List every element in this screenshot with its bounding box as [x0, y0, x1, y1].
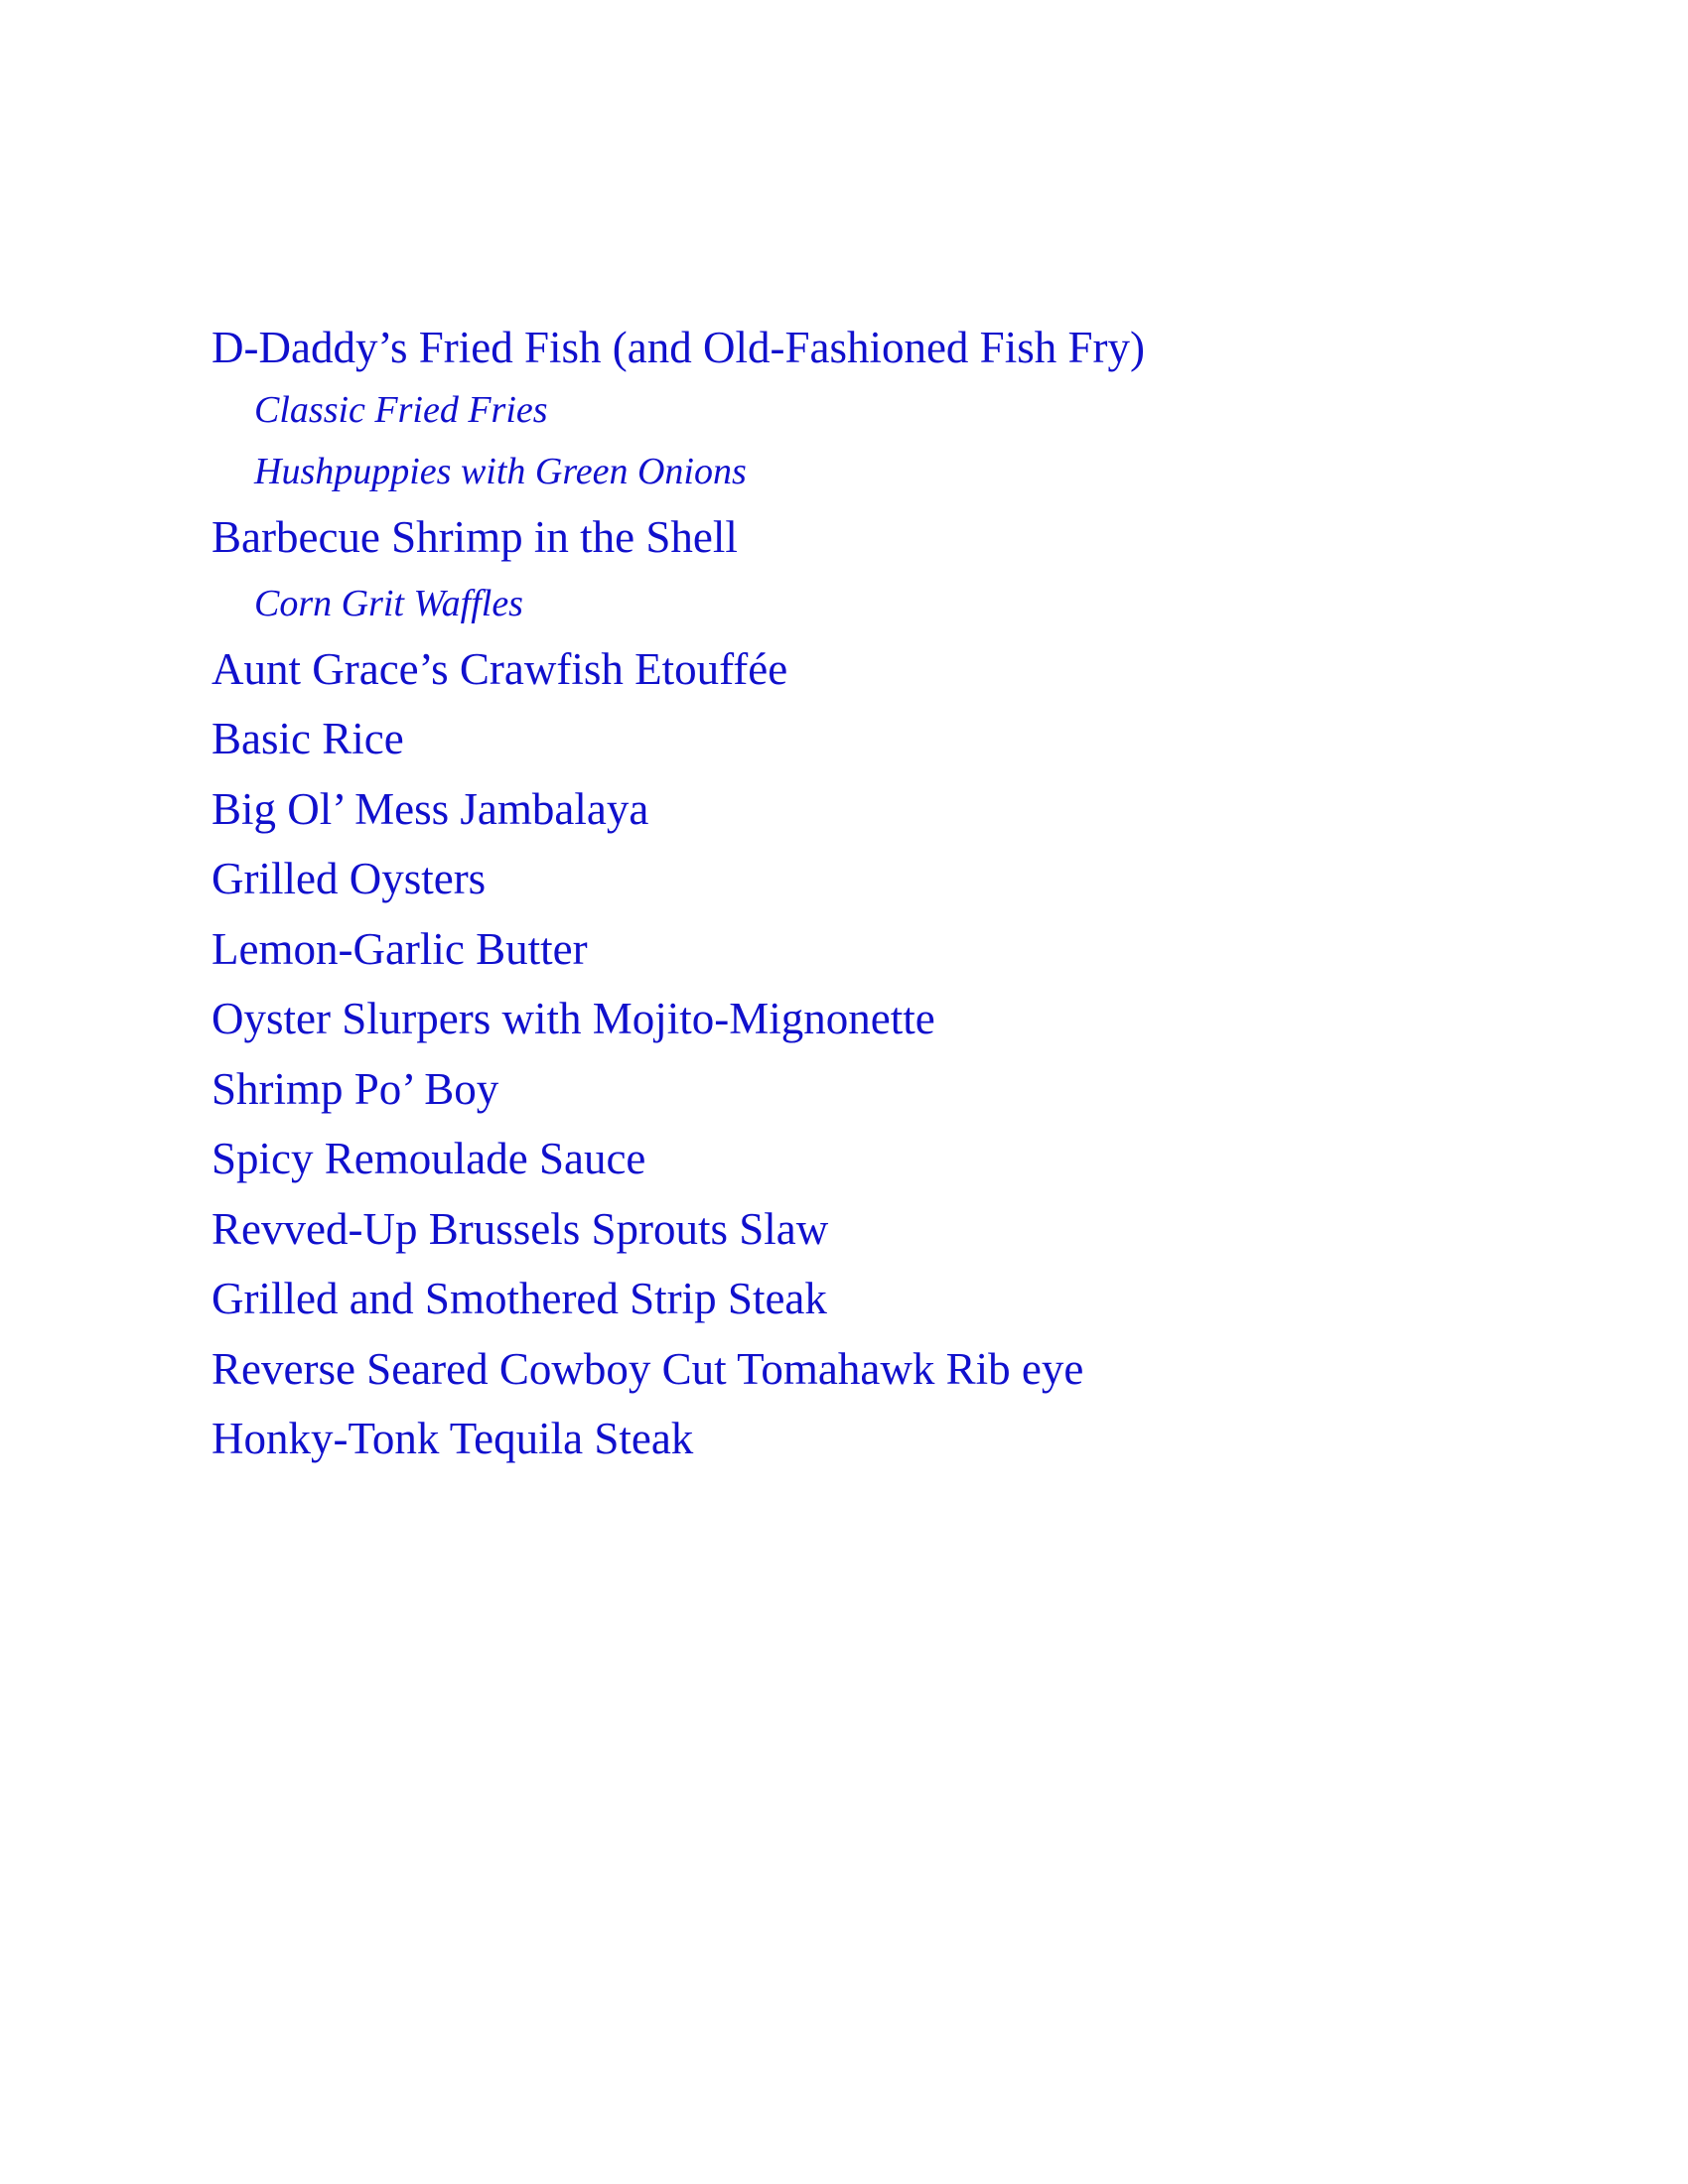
toc-link-lemon-garlic-butter[interactable]: Lemon-Garlic Butter	[211, 923, 588, 974]
toc-link-tequila-steak[interactable]: Honky-Tonk Tequila Steak	[211, 1414, 694, 1463]
toc-link-jambalaya[interactable]: Big Ol’ Mess Jambalaya	[211, 783, 649, 834]
toc-link-corn-grit-waffles[interactable]: Corn Grit Waffles	[254, 582, 523, 624]
toc-link-d-daddys-fried-fish[interactable]: D-Daddy’s Fried Fish (and Old-Fashioned Fish Fry)	[211, 323, 1145, 372]
toc-link-oyster-slurpers[interactable]: Oyster Slurpers with Mojito-Mignonette	[211, 994, 935, 1043]
toc-link-brussels-sprouts-slaw[interactable]: Revved-Up Brussels Sprouts Slaw	[211, 1203, 829, 1254]
toc-link-strip-steak[interactable]: Grilled and Smothered Strip Steak	[211, 1274, 827, 1323]
toc-link-barbecue-shrimp[interactable]: Barbecue Shrimp in the Shell	[211, 512, 738, 562]
toc-link-crawfish-etouffee[interactable]: Aunt Grace’s Crawfish Etouffée	[211, 643, 788, 694]
toc-link-spicy-remoulade[interactable]: Spicy Remoulade Sauce	[211, 1134, 646, 1183]
toc-link-shrimp-po-boy[interactable]: Shrimp Po’ Boy	[211, 1063, 499, 1114]
toc-link-basic-rice[interactable]: Basic Rice	[211, 714, 404, 763]
toc-link-classic-fried-fries[interactable]: Classic Fried Fries	[254, 389, 548, 431]
toc-link-hushpuppies[interactable]: Hushpuppies with Green Onions	[254, 451, 747, 492]
toc-link-tomahawk-rib-eye[interactable]: Reverse Seared Cowboy Cut Tomahawk Rib eye	[211, 1343, 1084, 1394]
toc-link-grilled-oysters[interactable]: Grilled Oysters	[211, 854, 487, 903]
recipe-link-list	[211, 316, 1502, 1474]
